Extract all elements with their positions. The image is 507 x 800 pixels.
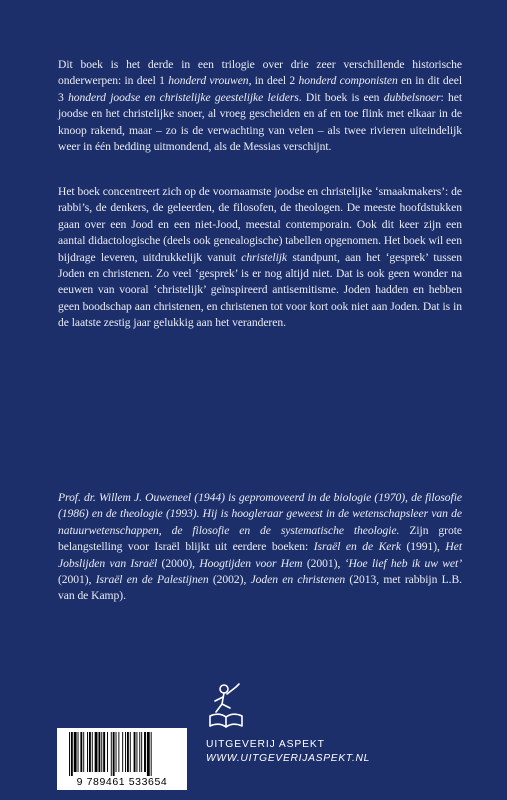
text-span: (2000), [157, 556, 200, 570]
italic-title: honderd vrouwen [168, 74, 249, 88]
text-span: (2001), [58, 573, 96, 587]
text-span: : het joodse en het christelijke snoer, al vroeg gescheiden en af en toe flink met elkaar in de knoop rakend, maar – zo is de verwachting van velen – als twee rivieren uiteindelijk weer in één bedding uitmondend, als de Messias verschijnt. [58, 90, 462, 154]
text-span: . Dit boek is een [298, 90, 384, 104]
text-span: (2013, met rabbijn L.B. van de Kamp). [58, 573, 463, 603]
isbn-number: 9 789461 533654 [76, 776, 168, 788]
barcode-bar [103, 732, 105, 772]
text-span: Zijn grote belangstelling voor Israël blijkt uit eerdere boeken: [58, 523, 462, 554]
barcode-bar [141, 732, 142, 772]
book-title: ‘Hoe lief heb ik uw wet’ [344, 556, 463, 570]
text-span: (2002), [208, 573, 251, 587]
barcode-bar [127, 732, 129, 772]
author-bio [58, 490, 462, 605]
barcode-bar [101, 732, 102, 772]
book-title: Joden en christenen [250, 573, 346, 587]
barcode-bar [118, 732, 119, 772]
text-span: Het boek concentreert zich op de voornaamste joodse en christelijke ‘smaakmakers’: de rabbi’s, de denkers, de geleerden, de filosofen, de theologen. De meeste hoofdstukken gaan over een Jood en een niet-Jood, meestal contemporain. Ook dit keer zijn een aantal didactologische (deels ook genealogische) tabellen opgenomen. Het boek wil een bijdrage leveren, uitdrukkelijk vanuit [58, 185, 462, 264]
barcode-bar [98, 732, 100, 772]
barcode-bar [147, 732, 150, 776]
text-span: Dit boek is het derde in een trilogie over drie zeer verschillende historische onderwerpen: in deel 1 [58, 58, 462, 88]
intro-paragraph [58, 57, 462, 155]
barcode-bar [78, 732, 79, 772]
italic-title: honderd componisten [298, 74, 398, 88]
publisher-block [206, 738, 370, 766]
text-span: en in dit deel 3 [58, 74, 463, 104]
barcode-bar [107, 732, 108, 772]
book-title: Het Jobslijden van Israël [58, 540, 462, 570]
author-bio-italic: Prof. dr. Willem J. Ouweneel (1944) is gepromoveerd in de biologie (1970), de filosofie (1986) en de theologie (1993). Hij is hoogleraar geweest in de wetenschapsleer van de natuurwetenschappen, de filosofie en de systematische theologie. [58, 491, 462, 537]
publisher-url[interactable]: WWW.UITGEVERIJASPEKT.NL [206, 753, 371, 764]
barcode-bar [116, 732, 117, 772]
barcode-bar [134, 732, 136, 772]
summary-paragraph [58, 184, 462, 332]
barcode-bar [139, 732, 140, 772]
italic-term: christelijk [241, 250, 288, 264]
text-span: , in deel 2 [248, 74, 299, 88]
barcode-bar [87, 732, 88, 772]
book-title: Hoogtijden voor Hem [199, 556, 303, 570]
barcode-bar [95, 732, 98, 772]
book-title: Israël en de Kerk [313, 540, 401, 554]
text-span: standpunt, aan het ‘gesprek’ tussen Joden en christenen. Zo veel ‘gesprek’ is er nog altijd niet. Dat is ook geen wonder na eeuwen van vooral ‘christelijk’ geïnspireerd antisemitisme. Joden hadden en hebben geen boodschap aan christenen, en christenen tot voor kort ook niet aan Joden. Dat is in de laatste zestig jaar gelukkig aan het veranderen. [58, 250, 463, 330]
barcode-bar [69, 732, 70, 776]
reader-figure-logo-icon [206, 682, 246, 732]
barcode-bar [71, 732, 73, 776]
barcode-bar [92, 732, 93, 772]
text-span: (2001), [302, 556, 345, 570]
barcode-bar [83, 732, 84, 772]
barcode-bar [74, 732, 77, 772]
barcode-bar [80, 732, 82, 772]
barcode-bar [136, 732, 137, 772]
barcode-bar [144, 732, 146, 772]
book-title: Israël en de Palestijnen [95, 573, 209, 587]
barcode-bar [111, 732, 112, 776]
publisher-name: UITGEVERIJ ASPEKT [206, 739, 325, 750]
barcode-bar [125, 732, 126, 772]
barcode-bar [89, 732, 91, 772]
isbn-barcode [57, 728, 187, 790]
italic-title: honderd joodse en christelijke geestelijke leiders [68, 90, 299, 104]
barcode-bars [57, 728, 187, 778]
barcode-bar [151, 732, 152, 776]
barcode-bar [122, 732, 123, 772]
italic-term: dubbelsnoer [383, 90, 441, 104]
barcode-bar [130, 732, 131, 772]
text-span: (1991), [400, 540, 446, 554]
barcode-bar [113, 732, 115, 776]
